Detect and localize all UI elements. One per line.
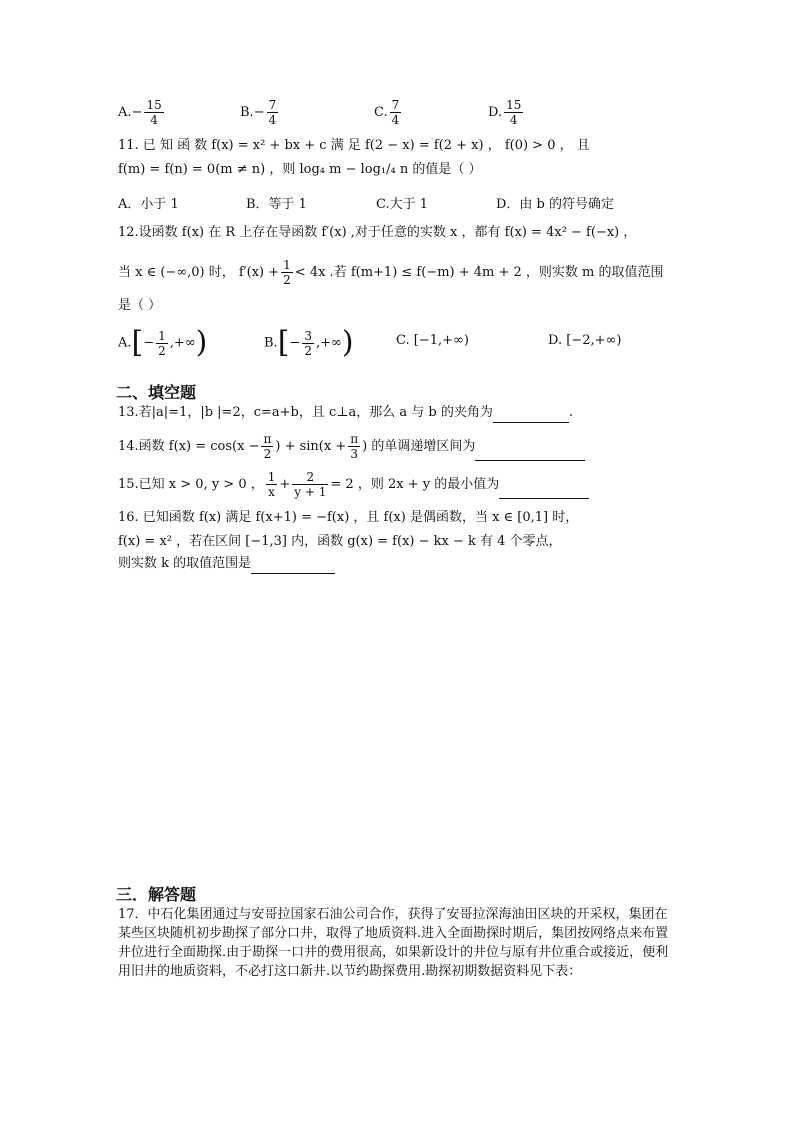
q11-option-a: A．小于 1 (118, 197, 179, 212)
q12-line1: 12.设函数 f(x) 在 R 上存在导函数 f′(x) ,对于任意的实数 x ，都有 f(x) = 4x² − f(−x) ， (118, 225, 637, 240)
q16-line2: f(x) = x² ，若在区间 [−1,3] 内，函数 g(x) = f(x) − kx − k 有 4 个零点， (118, 534, 562, 549)
q11-option-b: B．等于 1 (246, 197, 307, 212)
q16-line3: 则实数 k 的取值范围是 (118, 554, 335, 574)
q12-option-c: C. [−1,+∞) (396, 333, 469, 348)
section3-title: 三．解答题 (116, 885, 197, 904)
q12-option-a: A.[− $\frac{1}{2}$ ,+∞) (118, 325, 208, 360)
q11-option-d: D．由 b 的符号确定 (496, 197, 615, 212)
q14: 14.函数 f(x) = cos(x − $\frac{\pi}{2}$ ) + sin(x + $\frac{\pi}{3}$ ) 的单调递增区间为 (118, 432, 585, 461)
q11-option-c: C.大于 1 (376, 197, 429, 212)
q10-option-d: D. $\frac{15}{4}$ (488, 98, 522, 127)
q10-option-c: C. $\frac{7}{4}$ (374, 98, 400, 127)
q16-line1: 16. 已知函数 f(x) 满足 f(x+1) = −f(x) ，且 f(x) 是偶函数，当 x ∈ [0,1] 时， (118, 510, 579, 525)
q12-line3: 是（ ） (118, 298, 162, 313)
q15-answer-blank[interactable] (499, 484, 589, 499)
q12-line2: 当 x ∈ (−∞,0) 时， f′(x) + $\frac{1}{2}$ < 4x .若 f(m+1) ≤ f(−m) + 4m + 2 ，则实数 m 的取值范围 (118, 258, 664, 287)
q13: 13.若|a|=1，|b |=2，c=a+b，且 c⊥a，那么 a 与 b 的夹角为 . (118, 403, 573, 423)
q17-paragraph: 17．中石化集团通过与安哥拉国家石油公司合作，获得了安哥拉深海油田区块的开采权，集团在某些区块随机初步勘探了部分口井，取得了地质资料.进入全面勘探时期后，集团按网络点来布置井位进行全面勘探.由于勘探一口井的费用很高，如果新设计的井位与原有井位重合或接近，便利用旧井的地质资料，不必打这口新井.以节约勘探费用.勘探初期数据资料见下表： (118, 907, 669, 979)
q10-option-b: B.− $\frac{7}{4}$ (240, 98, 277, 127)
q11-line1: 11. 已 知 函 数 f(x) = x² + bx + c 满 足 f(2 − x) = f(2 + x) ， f(0) > 0 ， 且 (118, 138, 590, 153)
q11-line2: f(m) = f(n) = 0(m ≠ n) ，则 log₄ m − log₁/₄ n 的值是（ ） (118, 162, 482, 177)
section2-title: 二、填空题 (116, 383, 197, 402)
q15: 15.已知 x > 0, y > 0 ， $\frac{1}{x}$ + $\frac{2}{y + 1}$ = 2 ，则 2x + y 的最小值为 (118, 470, 589, 499)
q12-option-b: B.[− $\frac{3}{2}$ ,+∞) (264, 325, 354, 360)
q10-option-a: A.− $\frac{15}{4}$ (118, 98, 162, 127)
q14-answer-blank[interactable] (475, 446, 585, 461)
q16-answer-blank[interactable] (251, 559, 335, 574)
q12-option-d: D. [−2,+∞) (548, 333, 622, 348)
q13-answer-blank[interactable] (493, 408, 569, 423)
